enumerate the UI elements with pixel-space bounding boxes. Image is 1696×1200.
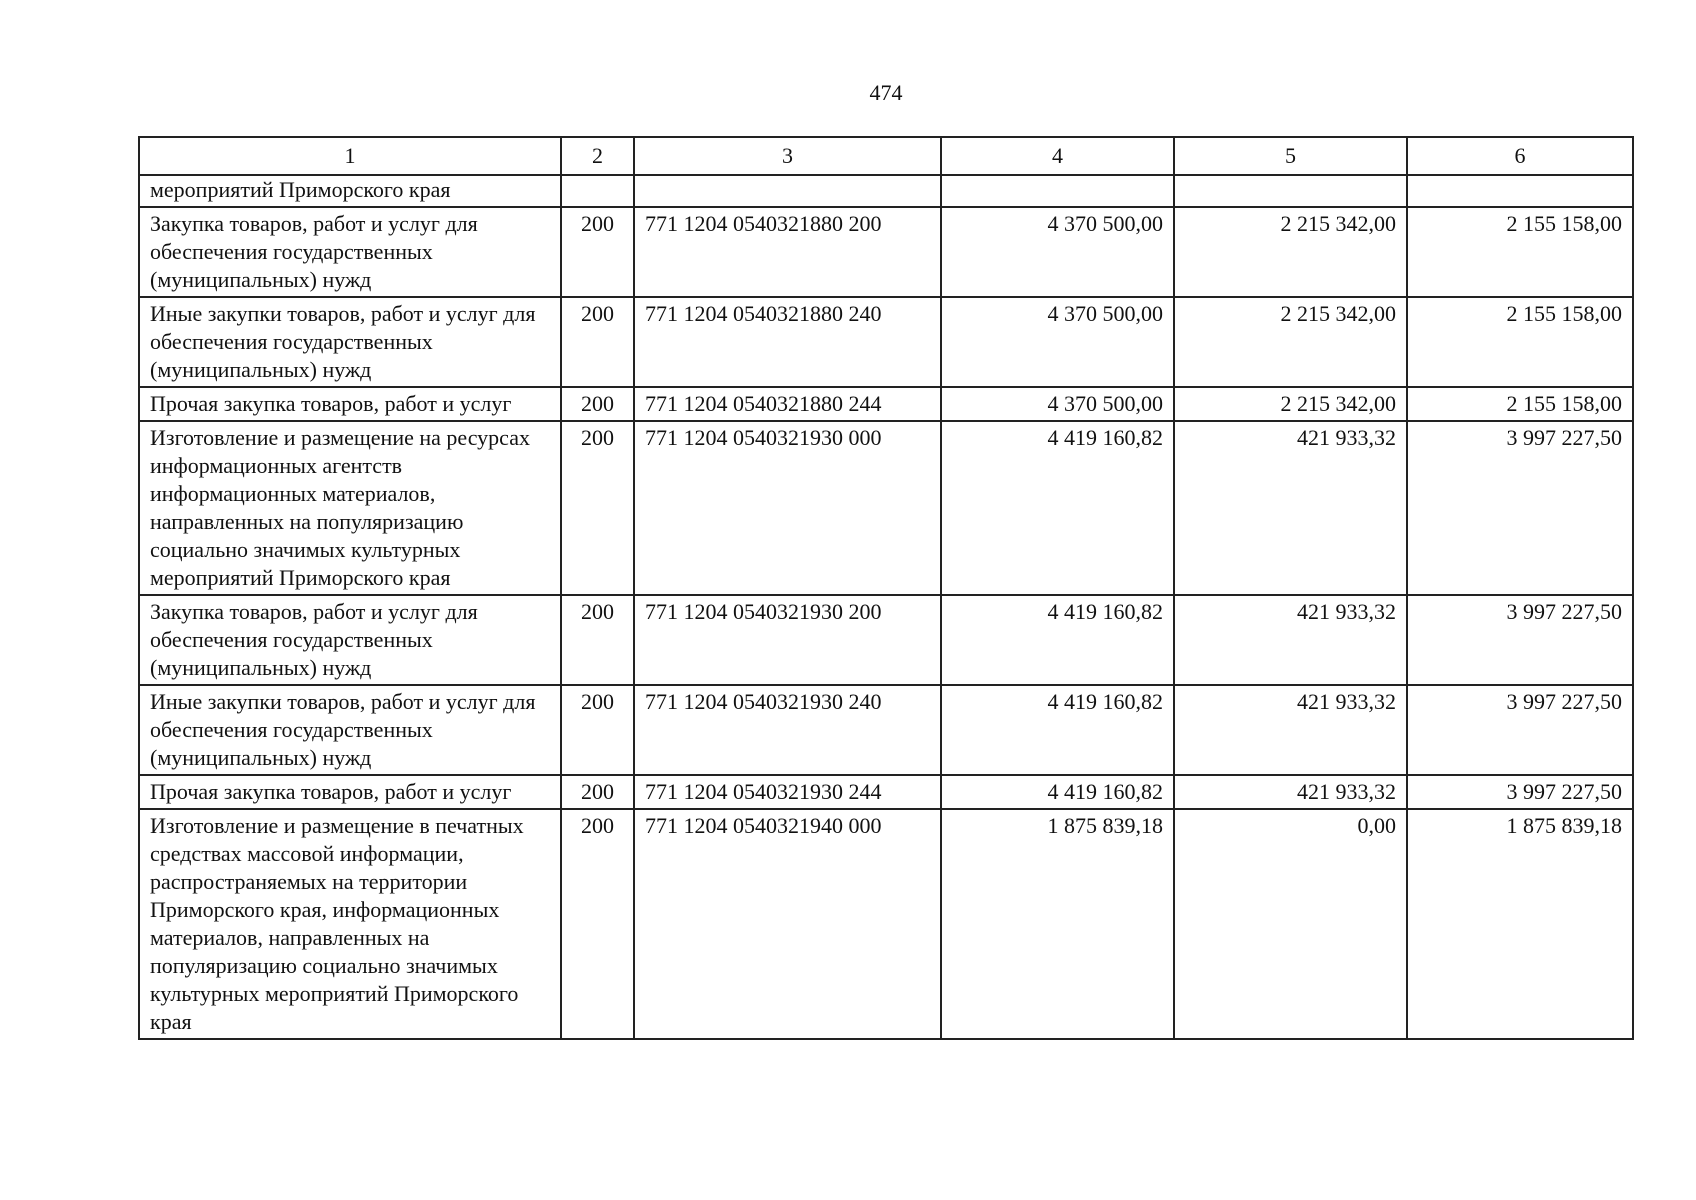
cell-code: 200: [561, 207, 634, 297]
table-row: [139, 297, 1633, 387]
table-row: [139, 207, 1633, 297]
cell-name: Иные закупки товаров, работ и услуг для обеспечения государственных (муниципальных) нужд: [139, 297, 561, 387]
cell-amount-4: 4 370 500,00: [941, 387, 1174, 421]
cell-kbk: 771 1204 0540321930 240: [634, 685, 941, 775]
cell-name: мероприятий Приморского края: [139, 175, 561, 207]
cell-amount-4: 4 419 160,82: [941, 595, 1174, 685]
cell-amount-6: 1 875 839,18: [1407, 809, 1633, 1039]
cell-amount-5: [1174, 175, 1407, 207]
table-row: [139, 595, 1633, 685]
table-row: [139, 685, 1633, 775]
cell-amount-6: 2 155 158,00: [1407, 297, 1633, 387]
cell-name: Изготовление и размещение в печатных средствах массовой информации, распространяемых на территории Приморского края, информационных материалов, направленных на популяризацию социально значимых культурных мероприятий Приморского края: [139, 809, 561, 1039]
table-row: [139, 775, 1633, 809]
table-row: [139, 809, 1633, 1039]
cell-name: Прочая закупка товаров, работ и услуг: [139, 387, 561, 421]
header-cell-1: 1: [139, 137, 561, 175]
cell-code: 200: [561, 775, 634, 809]
cell-amount-5: 2 215 342,00: [1174, 207, 1407, 297]
cell-amount-6: [1407, 175, 1633, 207]
cell-amount-5: 421 933,32: [1174, 595, 1407, 685]
cell-amount-5: 0,00: [1174, 809, 1407, 1039]
cell-kbk: 771 1204 0540321930 000: [634, 421, 941, 595]
cell-amount-5: 2 215 342,00: [1174, 297, 1407, 387]
table-row: [139, 387, 1633, 421]
cell-name: Прочая закупка товаров, работ и услуг: [139, 775, 561, 809]
cell-kbk: 771 1204 0540321930 244: [634, 775, 941, 809]
cell-name: Закупка товаров, работ и услуг для обеспечения государственных (муниципальных) нужд: [139, 207, 561, 297]
cell-kbk: 771 1204 0540321880 240: [634, 297, 941, 387]
cell-amount-4: 4 419 160,82: [941, 421, 1174, 595]
cell-code: 200: [561, 421, 634, 595]
cell-code: 200: [561, 685, 634, 775]
cell-code: [561, 175, 634, 207]
cell-amount-4: 4 419 160,82: [941, 685, 1174, 775]
cell-amount-6: 2 155 158,00: [1407, 387, 1633, 421]
cell-name: Изготовление и размещение на ресурсах информационных агентств информационных материалов, направленных на популяризацию социально значимых культурных мероприятий Приморского края: [139, 421, 561, 595]
cell-kbk: 771 1204 0540321930 200: [634, 595, 941, 685]
header-cell-2: 2: [561, 137, 634, 175]
header-row: [139, 137, 1633, 175]
header-cell-3: 3: [634, 137, 941, 175]
table-row: [139, 421, 1633, 595]
cell-kbk: [634, 175, 941, 207]
cell-amount-4: 4 419 160,82: [941, 775, 1174, 809]
cell-amount-4: 4 370 500,00: [941, 207, 1174, 297]
cell-code: 200: [561, 387, 634, 421]
cell-amount-5: 421 933,32: [1174, 775, 1407, 809]
cell-amount-4: 1 875 839,18: [941, 809, 1174, 1039]
cell-kbk: 771 1204 0540321880 244: [634, 387, 941, 421]
cell-amount-5: 421 933,32: [1174, 421, 1407, 595]
cell-kbk: 771 1204 0540321880 200: [634, 207, 941, 297]
header-cell-4: 4: [941, 137, 1174, 175]
cell-code: 200: [561, 809, 634, 1039]
cell-amount-5: 2 215 342,00: [1174, 387, 1407, 421]
cell-code: 200: [561, 595, 634, 685]
cell-code: 200: [561, 297, 634, 387]
cell-kbk: 771 1204 0540321940 000: [634, 809, 941, 1039]
cell-amount-6: 3 997 227,50: [1407, 685, 1633, 775]
cell-amount-4: [941, 175, 1174, 207]
cell-amount-5: 421 933,32: [1174, 685, 1407, 775]
header-cell-6: 6: [1407, 137, 1633, 175]
cell-amount-6: 2 155 158,00: [1407, 207, 1633, 297]
table-row-continuation: [139, 175, 1633, 207]
cell-amount-6: 3 997 227,50: [1407, 421, 1633, 595]
budget-table: [138, 136, 1634, 1040]
cell-amount-6: 3 997 227,50: [1407, 775, 1633, 809]
page-number: 474: [869, 80, 903, 105]
cell-name: Иные закупки товаров, работ и услуг для обеспечения государственных (муниципальных) нужд: [139, 685, 561, 775]
cell-amount-6: 3 997 227,50: [1407, 595, 1633, 685]
cell-name: Закупка товаров, работ и услуг для обеспечения государственных (муниципальных) нужд: [139, 595, 561, 685]
cell-amount-4: 4 370 500,00: [941, 297, 1174, 387]
header-cell-5: 5: [1174, 137, 1407, 175]
